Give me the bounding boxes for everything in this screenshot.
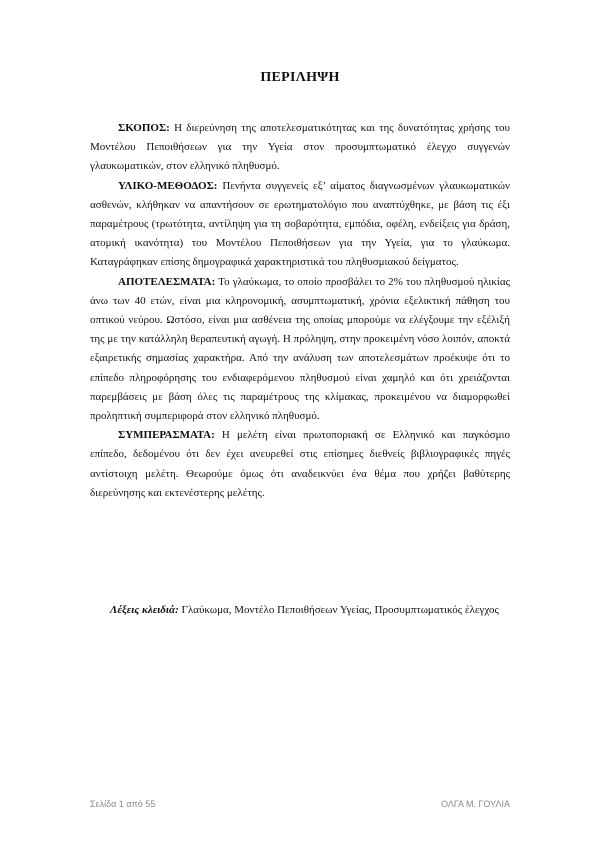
section-heading: ΥΛΙΚΟ-ΜΕΘΟΔΟΣ: — [118, 179, 218, 192]
keywords-label: Λέξεις κλειδιά: — [110, 604, 179, 616]
section-conclusions — [90, 426, 510, 503]
section-materials-methods — [90, 177, 510, 273]
section-text: Η διερεύνηση της αποτελεσματικότητας και της δυνατότητας χρήσης του Μοντέλου Πεποιθήσεων για την Υγεία στον προσυμπτωματικό έλεγχο συγγενών γλαυκωματικών, στον ελληνικό πληθυσμό. — [90, 122, 510, 173]
section-text: Το γλαύκωμα, το οποίο προσβάλει το 2% του πληθυσμού ηλικίας άνω των 40 ετών, είναι μια κληρονομική, ασυμπτωματική, χρόνια εξελικτική πάθηση του οπτικού νεύρου. Ωστόσο, είναι μια ασθένεια της οποίας μπορούμε να ελέγξουμε την εξέλιξή της με την κατάλληλη θεραπευτική αγωγή. Η πρόληψη, στην προκειμένη νόσο λοιπόν, αποκτά εξαιρετικής σημασίας χαρακτήρα. Από την ανάλυση των αποτελεσμάτων προέκυψε ότι το επίπεδο πληροφόρησης του ενδιαφερόμενου πληθυσμού είναι χαμηλό και ότι χρειάζονται παρεμβάσεις με βάση όλες τις παραμέτρους της κλίμακας, προκειμένου να διαμορφωθεί προληπτική συμπεριφορά στον ελληνικό πληθυσμό. — [90, 275, 510, 423]
section-heading: ΣΥΜΠΕΡΑΣΜΑΤΑ: — [118, 429, 215, 442]
section-text: Η μελέτη είναι πρωτοποριακή σε Ελληνικό και παγκόσμιο επίπεδο, δεδομένου ότι δεν έχει ανευρεθεί στις επίσημες διεθνείς βιβλιογραφικές πηγές αντίστοιχη μελέτη. Θεωρούμε όμως ότι αναδεικνύει ένα θέμα που χρήζει βαθύτερης διερεύνησης και εκτενέστερης μελέτης. — [90, 429, 510, 499]
keywords — [90, 600, 520, 620]
footer-author: ΟΛΓΑ Μ. ΓΟΥΛΙΑ — [440, 799, 510, 809]
section-text: Πενήντα συγγενείς εξ’ αίματος διαγνωσμένων γλαυκωματικών ασθενών, κλήθηκαν να απαντήσουν σε ερωτηματολόγιο που αναπτύχθηκε, με βάση τις έξι παραμέτρους (τρωτότητα, αντίληψη για τη σοβαρότητα, εμπόδια, οφέλη, ενδείξεις για δράση, ατομική ικανότητα) του Μοντέλου Πεποιθήσεων για την Υγεία, για το γλαύκωμα. Καταγράφηκαν επίσης δημογραφικά χαρακτηριστικά του πληθυσμιακού δείγματος. — [90, 179, 510, 269]
section-heading: ΣΚΟΠΟΣ: — [118, 122, 170, 134]
abstract-body — [90, 119, 510, 503]
keywords-text: Γλαύκωμα, Μοντέλο Πεποιθήσεων Υγείας, Προσυμπτωματικός έλεγχος — [178, 604, 499, 616]
page-number: Σελίδα 1 από 55 — [90, 799, 156, 809]
section-results — [90, 273, 510, 427]
section-heading: ΑΠΟΤΕΛΕΣΜΑΤΑ: — [118, 275, 216, 288]
section-aim — [90, 119, 510, 177]
page-title: ΠΕΡΙΛΗΨΗ — [260, 70, 340, 85]
